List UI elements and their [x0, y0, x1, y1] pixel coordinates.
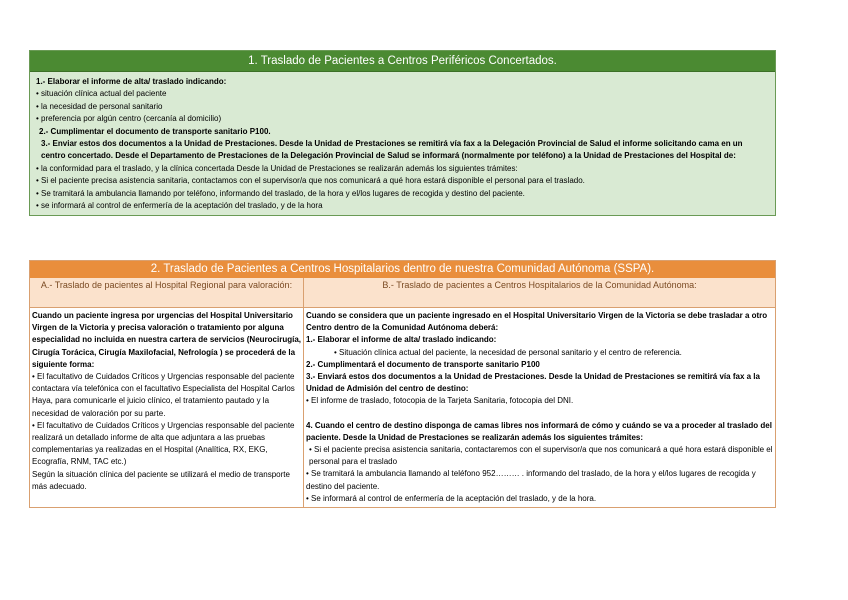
section-2-columns — [30, 278, 775, 507]
spacer — [306, 408, 773, 420]
section-1-body — [30, 72, 775, 215]
col-b-intro: Cuando se considera que un paciente ingresado en el Hospital Universitario Virgen de la Victoria se debe trasladar a otro Centro dentro de la Comunidad Autónoma deberá: — [306, 311, 768, 333]
column-b-heading: B.- Traslado de pacientes a Centros Hospitalarios de la Comunidad Autónoma: — [304, 278, 775, 308]
section-2-title: 2. Traslado de Pacientes a Centros Hospitalarios dentro de nuestra Comunidad Autónoma (SSPA). — [30, 261, 775, 278]
col-b-step-3-sub: • El informe de traslado, fotocopia de la Tarjeta Sanitaria, fotocopia del DNI. — [306, 396, 574, 406]
s1-step-2: 2.- Cumplimentar el documento de transporte sanitario P100. — [39, 126, 271, 136]
col-b-step-1: 1.- Elaborar el informe de alta/ traslado indicando: — [306, 335, 497, 345]
s1-bullet: • Se tramitará la ambulancia llamando por teléfono, informando del traslado, de la hora y el/los lugares de recogida y destino del paciente. — [36, 188, 525, 198]
column-a-heading: A.- Traslado de pacientes al Hospital Regional para valoración: — [30, 278, 303, 308]
col-a-paragraph: • El facultativo de Cuidados Críticos y Urgencias responsable del paciente contactara vía telefónica con el facultativo Especialista del Hospital Carlos Haya, para comunicarle el juicio clínico, el tratamiento pautado y la necesidad de valoración por su parte. — [32, 372, 295, 418]
s1-bullet: • la necesidad de personal sanitario — [36, 101, 163, 111]
section-1-table — [29, 50, 776, 216]
column-b-body — [304, 308, 775, 507]
col-b-step-3: 3.- Enviará estos dos documentos a la Unidad de Prestaciones. Desde la Unidad de Prestaciones se remitirá vía fax a la Unidad de Admisión del centro de destino: — [306, 372, 760, 394]
col-b-step-2: 2.- Cumplimentará el documento de transporte sanitario P100 — [306, 359, 540, 369]
col-b-step-1-sub: • Situación clínica actual del paciente, la necesidad de personal sanitario y el centro de referencia. — [334, 347, 682, 357]
col-b-bullet: • Se informará al control de enfermería de la aceptación del traslado, y de la hora. — [306, 493, 597, 503]
s1-bullet: • situación clínica actual del paciente — [36, 89, 167, 99]
section-1-title: 1. Traslado de Pacientes a Centros Periféricos Concertados. — [30, 51, 775, 72]
col-a-intro: Cuando un paciente ingresa por urgencias del Hospital Universitario Virgen de la Victoria y precisa valoración o tratamiento por alguna especialidad no incluida en nuestra cartera de servicios (Neurocirugía, Cirugía Torácica, Cirugía Maxilofacial, Nefrología ) se procederá de la siguiente forma: — [32, 311, 301, 369]
s1-bullet: • se informará al control de enfermería de la aceptación del traslado, y de la hora — [36, 201, 323, 211]
column-b — [304, 278, 775, 507]
col-b-step-4: 4. Cuando el centro de destino disponga de camas libres nos informará de cómo y cuándo se va a proceder al traslado del paciente. Desde la Unidad de Prestaciones se realizarán además los siguientes trámites: — [306, 420, 772, 442]
s1-bullet: • la conformidad para el traslado, y la clínica concertada Desde la Unidad de Prestaciones se realizarán además los siguientes trámites: — [36, 163, 518, 173]
column-a — [30, 278, 304, 507]
s1-bullet: • preferencia por algún centro (cercanía al domicilio) — [36, 114, 222, 124]
s1-step-3: 3.- Enviar estos dos documentos a la Unidad de Prestaciones. Desde la Unidad de Prestaciones se remitirá vía fax a la Delegación Provincial de Salud el informe solicitando cama en un centro concertado. Desde el Departamento de Prestaciones de la Delegación Provincial de Salud se informará (normalmente por teléfono) a la Unidad de Prestaciones del Hospital de: — [41, 139, 743, 161]
col-b-bullet: • Si el paciente precisa asistencia sanitaria, contactaremos con el supervisor/a que nos comunicará a qué hora estará disponible el personal para el traslado — [309, 445, 773, 467]
col-b-bullet: • Se tramitará la ambulancia llamando al teléfono 952……… . informando del traslado, de la hora y el/los lugares de recogida y destino del paciente. — [306, 469, 756, 491]
column-a-body — [30, 308, 303, 495]
s1-step-1: 1.- Elaborar el informe de alta/ traslado indicando: — [36, 77, 227, 86]
col-a-paragraph: • El facultativo de Cuidados Críticos y Urgencias responsable del paciente realizará un detallado informe de alta que adjuntara a las pruebas complementarias ya realizadas en el Hospital (Analítica, RX, EKG, Ecografía, RNM, TAC etc.) — [32, 420, 295, 467]
col-a-paragraph: Según la situación clínica del paciente se utilizará el medio de transporte más adecuado. — [32, 469, 290, 491]
s1-bullet: • Si el paciente precisa asistencia sanitaria, contactamos con el supervisor/a que nos comunicará a qué hora estará disponible el personal para el traslado. — [36, 176, 585, 186]
section-2-table — [29, 260, 776, 508]
